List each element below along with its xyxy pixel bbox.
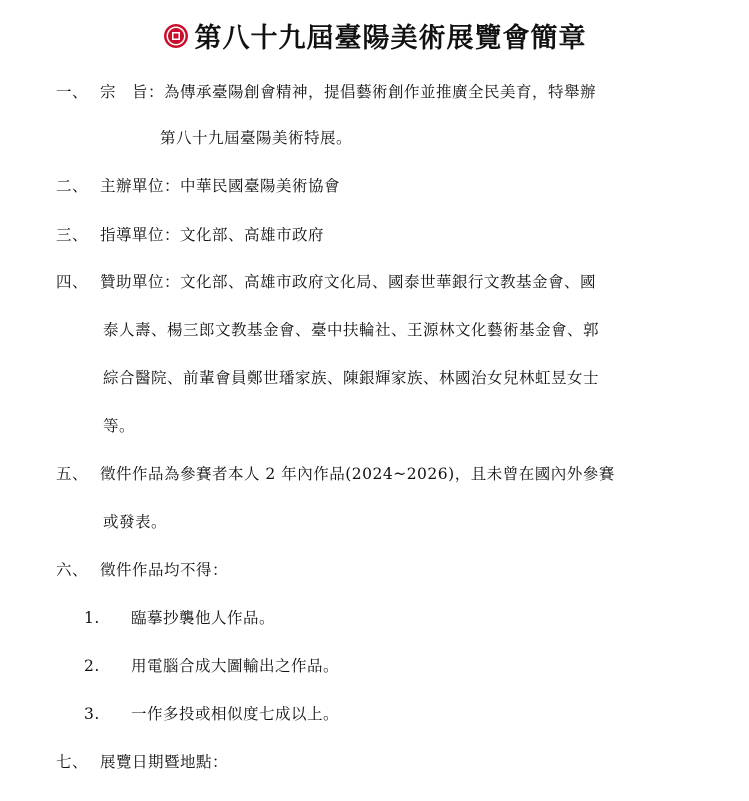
section-number: 一、	[56, 83, 89, 101]
section-text: 指導單位：文化部、高雄市政府	[100, 226, 325, 244]
list-item-text: 臨摹抄襲他人作品。	[131, 609, 276, 627]
list-item-text: 用電腦合成大圖輸出之作品。	[131, 657, 340, 675]
section-number: 三、	[56, 226, 89, 244]
section-text: 宗 旨：為傳承臺陽創會精神，提倡藝術創作並推廣全民美育，特舉辦	[100, 83, 597, 101]
section-text: 主辦單位：中華民國臺陽美術協會	[100, 177, 341, 195]
section-text: 泰人壽、楊三郎文教基金會、臺中扶輪社、王源林文化藝術基金會、郭	[103, 321, 600, 339]
section-number: 二、	[56, 177, 89, 195]
list-item-text: 一作多投或相似度七成以上。	[131, 705, 340, 723]
section-text: 綜合醫院、前輩會員鄭世璠家族、陳銀輝家族、林國治女兒林虹昱女士	[103, 369, 600, 387]
section-number: 七、	[56, 753, 89, 771]
section-number: 四、	[56, 273, 89, 291]
section-number: 六、	[56, 561, 89, 579]
red-seal-emblem-icon	[163, 23, 189, 49]
document-header	[0, 16, 749, 55]
list-item-number: 2.	[84, 657, 100, 675]
document-title: 第八十九屆臺陽美術展覽會簡章	[194, 23, 587, 54]
section-text: 徵件作品為參賽者本人 2 年內作品(2024~2026)，且未曾在國內外參賽	[100, 465, 615, 483]
section-text: 等。	[103, 417, 136, 435]
section-text: 展覽日期暨地點：	[100, 753, 229, 771]
list-item-number: 1.	[84, 609, 100, 627]
section-text: 第八十九屆臺陽美術特展。	[160, 129, 353, 147]
section-text: 或發表。	[103, 513, 168, 531]
section-number: 五、	[56, 465, 89, 483]
list-item-number: 3.	[84, 705, 100, 723]
section-text: 贊助單位：文化部、高雄市政府文化局、國泰世華銀行文教基金會、國	[100, 273, 597, 291]
section-text: 徵件作品均不得：	[100, 561, 229, 579]
